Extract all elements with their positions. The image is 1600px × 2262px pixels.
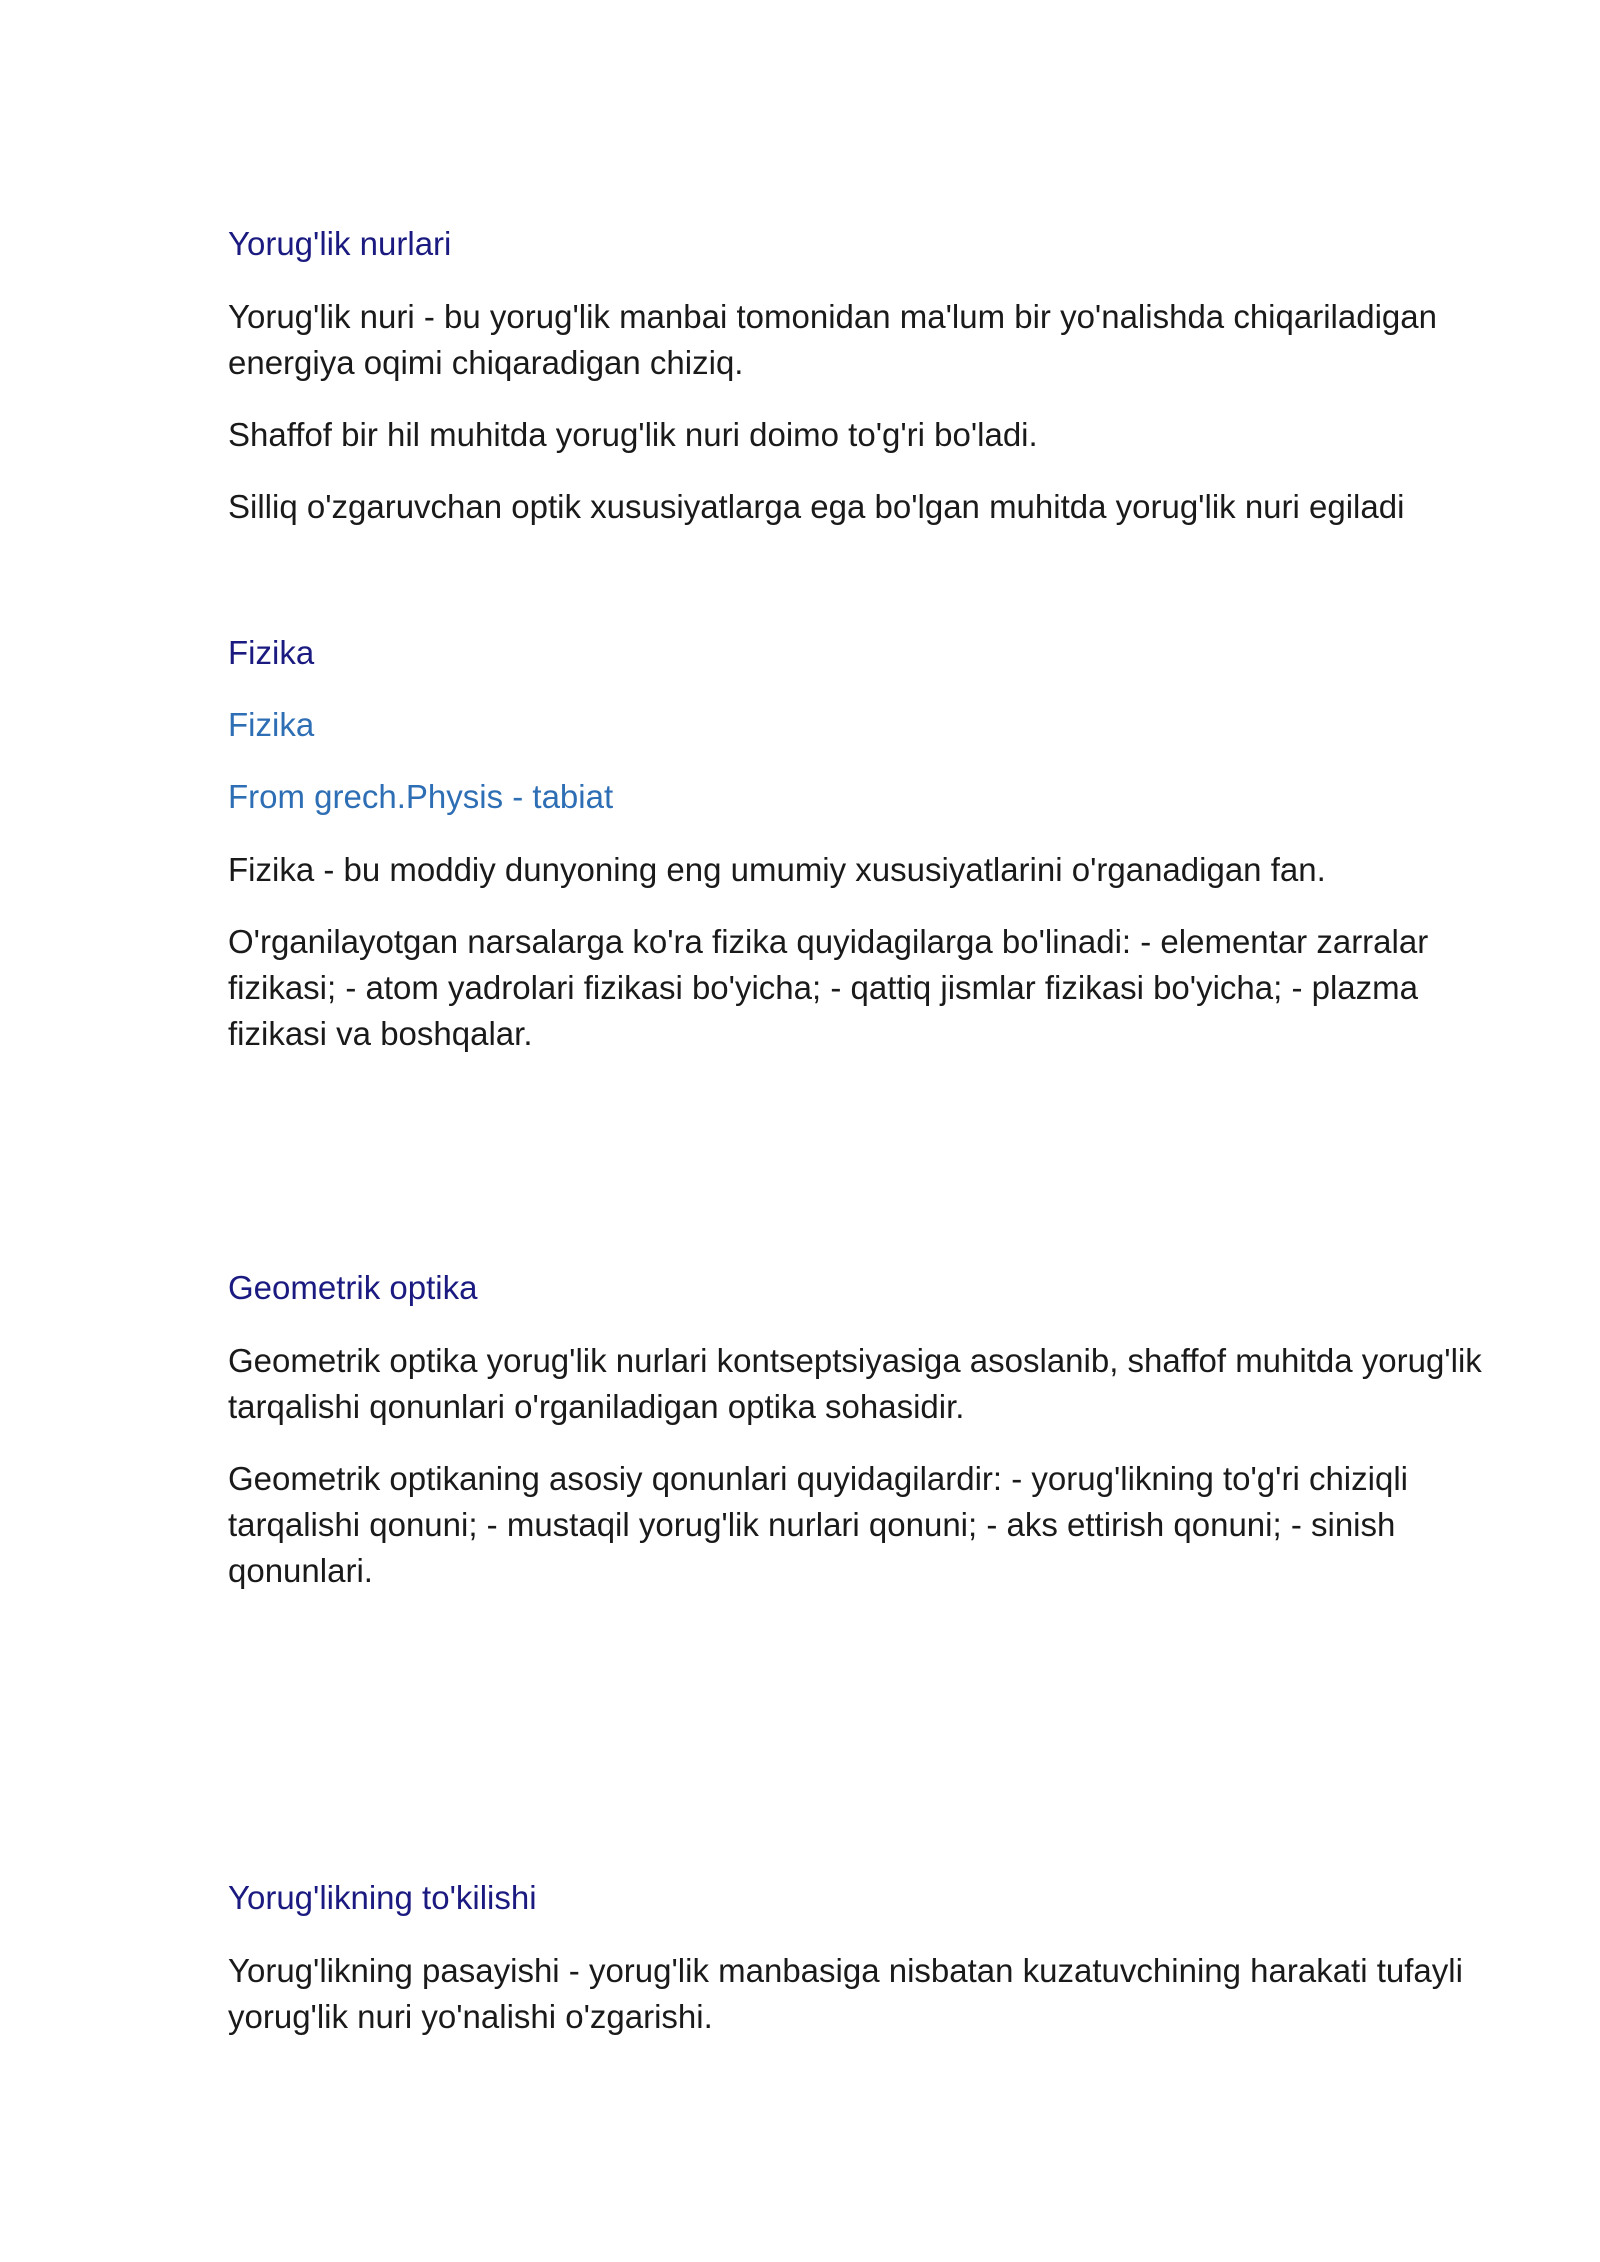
paragraph-physics-definition: Fizika - bu moddiy dunyoning eng umumiy xususiyatlarini o'rganadigan fan. <box>228 851 1326 888</box>
subheading-physics: Fizika <box>228 706 315 743</box>
heading-geometric-optics: Geometrik optika <box>228 1269 478 1306</box>
paragraph-geometric-optics-laws: Geometrik optikaning asosiy qonunlari quyidagilardir: - yorug'likning to'g'ri chiziqli tarqalishi qonuni; - mustaqil yorug'lik nurlari qonuni; - aks ettirish qonuni; - sinish qonunlari. <box>228 1460 1408 1589</box>
heading-light-rays: Yorug'lik nurlari <box>228 225 452 262</box>
section-light-rays <box>228 222 1488 530</box>
section-physics <box>228 631 1488 1057</box>
paragraph-light-ray-definition: Yorug'lik nuri - bu yorug'lik manbai tomonidan ma'lum bir yo'nalishda chiqariladigan energiya oqimi chiqaradigan chiziq. <box>228 298 1437 381</box>
physics-etymology: From grech.Physis - tabiat <box>228 778 614 815</box>
paragraph-straight-propagation: Shaffof bir hil muhitda yorug'lik nuri doimo to'g'ri bo'ladi. <box>228 416 1038 453</box>
section-light-aberration <box>228 1876 1488 2040</box>
paragraph-physics-branches: O'rganilayotgan narsalarga ko'ra fizika quyidagilarga bo'linadi: - elementar zarralar fizikasi; - atom yadrolari fizikasi bo'yicha; - qattiq jismlar fizikasi bo'yicha; - plazma fizikasi va boshqalar. <box>228 923 1429 1052</box>
heading-light-aberration: Yorug'likning to'kilishi <box>228 1879 537 1916</box>
heading-physics: Fizika <box>228 634 315 671</box>
paragraph-geometric-optics-definition: Geometrik optika yorug'lik nurlari kontseptsiyasiga asoslanib, shaffof muhitda yorug'lik tarqalishi qonunlari o'rganiladigan optika sohasidir. <box>228 1342 1482 1425</box>
section-geometric-optics <box>228 1266 1488 1594</box>
paragraph-curved-propagation: Silliq o'zgaruvchan optik xususiyatlarga ega bo'lgan muhitda yorug'lik nuri egiladi <box>228 488 1405 525</box>
paragraph-light-aberration-definition: Yorug'likning pasayishi - yorug'lik manbasiga nisbatan kuzatuvchining harakati tufayli yorug'lik nuri yo'nalishi o'zgarishi. <box>228 1952 1463 2035</box>
